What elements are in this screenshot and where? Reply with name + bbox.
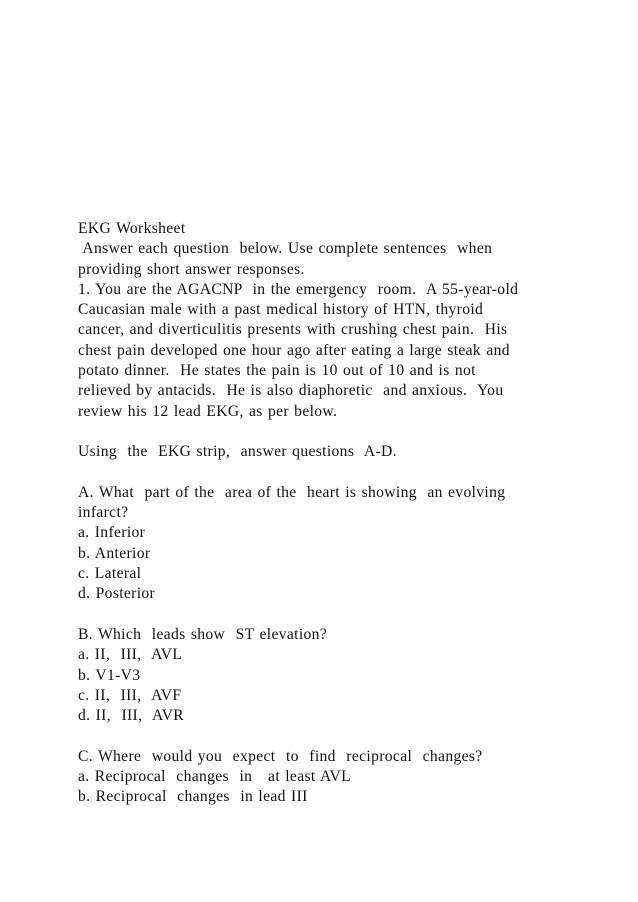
question-a-option: d. Posterior <box>78 585 156 603</box>
document-title: EKG Worksheet <box>78 220 186 237</box>
question-b-text: B. Which leads show ST elevation? <box>78 625 328 643</box>
question-1-line: review his 12 lead EKG, as per below. <box>78 402 338 420</box>
question-a-option: a. Inferior <box>78 524 146 542</box>
question-1-line: Caucasian male with a past medical history of HTN, thyroid <box>78 301 484 319</box>
blank-line <box>78 463 598 483</box>
worksheet-content <box>78 219 598 808</box>
question-b-option: c. II, III, AVF <box>78 686 182 704</box>
question-b-option: b. V1-V3 <box>78 666 141 684</box>
blank-line <box>78 605 598 625</box>
question-c-option: a. Reciprocal changes in at least AVL <box>78 768 352 786</box>
question-a-option: c. Lateral <box>78 565 142 583</box>
question-1-line: potato dinner. He states the pain is 10 out of 10 and is not <box>78 362 476 380</box>
blank-line <box>78 422 598 442</box>
question-1-line: 1. You are the AGACNP in the emergency room. A 55-year-old <box>78 280 519 298</box>
question-a-text: A. What part of the area of the heart is showing an evolving <box>78 483 506 501</box>
instructions-line: providing short answer responses. <box>78 260 305 278</box>
question-a-option: b. Anterior <box>78 544 151 562</box>
question-c-option: b. Reciprocal changes in lead III <box>78 788 308 806</box>
question-1-line: cancer, and diverticulitis presents with crushing chest pain. His <box>78 321 508 339</box>
question-1-line: relieved by antacids. He is also diaphoretic and anxious. You <box>78 382 504 400</box>
strip-instruction: Using the EKG strip, answer questions A-D. <box>78 443 397 461</box>
blank-line <box>78 726 598 746</box>
question-a-text: infarct? <box>78 504 129 522</box>
question-c-text: C. Where would you expect to find reciprocal changes? <box>78 747 483 765</box>
instructions-line: Answer each question below. Use complete sentences when <box>78 240 493 258</box>
question-1-line: chest pain developed one hour ago after eating a large steak and <box>78 341 510 359</box>
question-b-option: d. II, III, AVR <box>78 707 184 725</box>
question-b-option: a. II, III, AVL <box>78 646 183 664</box>
